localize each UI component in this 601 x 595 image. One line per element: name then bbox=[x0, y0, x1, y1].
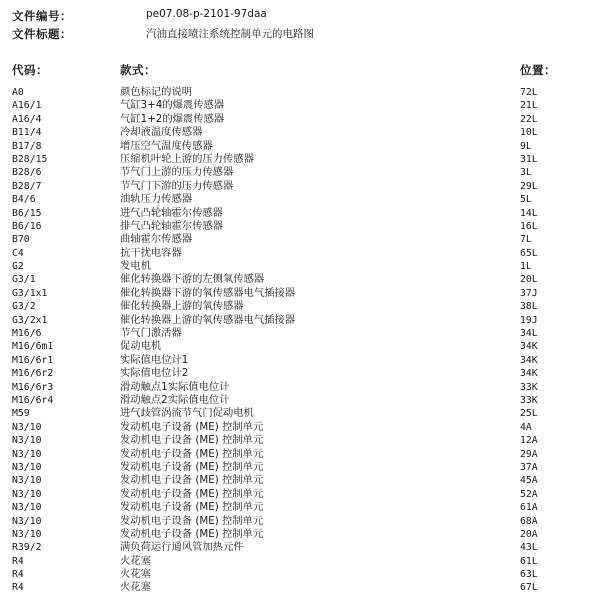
row-location: 21L bbox=[520, 100, 538, 112]
row-location: 33K bbox=[520, 381, 538, 393]
row-description: 发动机电子设备 (ME) 控制单元 bbox=[120, 501, 264, 514]
doc-title-row bbox=[12, 26, 592, 40]
row-code: N3/10 bbox=[12, 515, 42, 527]
row-description: 节气门下游的压力传感器 bbox=[120, 179, 234, 192]
row-description: 曲轴霍尔传感器 bbox=[120, 233, 193, 246]
table-row bbox=[0, 207, 601, 220]
row-description: 发动机电子设备 (ME) 控制单元 bbox=[120, 447, 264, 460]
row-location: 68A bbox=[520, 515, 538, 527]
row-location: 22L bbox=[520, 113, 538, 125]
row-description: 排气凸轮轴霍尔传感器 bbox=[120, 219, 223, 232]
row-location: 1L bbox=[520, 261, 532, 273]
row-code: A16/1 bbox=[12, 100, 42, 112]
table-row bbox=[0, 581, 601, 594]
table-row bbox=[0, 515, 601, 528]
row-code: R4 bbox=[12, 569, 24, 581]
row-location: 20L bbox=[520, 274, 538, 286]
row-location: 5L bbox=[520, 194, 532, 206]
row-location: 38L bbox=[520, 301, 538, 313]
row-location: 16L bbox=[520, 220, 538, 232]
table-row bbox=[0, 233, 601, 246]
row-code: M16/6 bbox=[12, 328, 42, 340]
row-location: 31L bbox=[520, 153, 538, 165]
table-row bbox=[0, 180, 601, 193]
table-row bbox=[0, 314, 601, 327]
table-row bbox=[0, 488, 601, 501]
doc-number-row bbox=[12, 8, 592, 22]
row-description: 发动机电子设备 (ME) 控制单元 bbox=[120, 474, 264, 487]
column-header-desc: 款式： bbox=[120, 63, 156, 77]
row-description: 气缸3+4的爆震传感器 bbox=[120, 99, 225, 112]
row-description: 满负荷运行通风管加热元件 bbox=[120, 541, 244, 554]
row-description: 进气歧管涡流节气门促动电机 bbox=[120, 407, 254, 420]
row-description: 油轨压力传感器 bbox=[120, 193, 193, 206]
row-code: B17/8 bbox=[12, 140, 42, 152]
row-code: B28/6 bbox=[12, 167, 42, 179]
row-code: G2 bbox=[12, 261, 24, 273]
column-header-code: 代码： bbox=[12, 63, 48, 77]
row-code: M16/6r2 bbox=[12, 368, 54, 380]
row-code: M16/6m1 bbox=[12, 341, 54, 353]
row-description: 发电机 bbox=[120, 260, 151, 273]
table-row bbox=[0, 260, 601, 273]
table-row bbox=[0, 153, 601, 166]
row-description: 实际值电位计1 bbox=[120, 353, 189, 366]
row-description: 冷却液温度传感器 bbox=[120, 126, 203, 139]
row-description: 滑动触点1实际值电位计 bbox=[120, 380, 230, 393]
row-location: 34K bbox=[520, 368, 538, 380]
row-description: 发动机电子设备 (ME) 控制单元 bbox=[120, 420, 264, 433]
row-location: 20A bbox=[520, 528, 538, 540]
doc-title-label: 文件标题： bbox=[12, 27, 72, 41]
row-code: B28/7 bbox=[12, 180, 42, 192]
row-location: 61A bbox=[520, 502, 538, 514]
table-row bbox=[0, 340, 601, 353]
row-location: 9L bbox=[520, 140, 532, 152]
row-description: 促动电机 bbox=[120, 340, 162, 353]
row-description: 火花塞 bbox=[120, 554, 151, 567]
row-description: 增压空气温度传感器 bbox=[120, 139, 213, 152]
row-description: 气缸1+2的爆震传感器 bbox=[120, 112, 225, 125]
row-description: 发动机电子设备 (ME) 控制单元 bbox=[120, 514, 264, 527]
table-row bbox=[0, 421, 601, 434]
row-location: 45A bbox=[520, 475, 538, 487]
row-location: 37A bbox=[520, 461, 538, 473]
table-row bbox=[0, 220, 601, 233]
row-description: 节气门上游的压力传感器 bbox=[120, 166, 234, 179]
row-description: 发动机电子设备 (ME) 控制单元 bbox=[120, 460, 264, 473]
row-description: 压缩机叶轮上游的压力传感器 bbox=[120, 152, 254, 165]
row-location: 29A bbox=[520, 448, 538, 460]
row-description: 发动机电子设备 (ME) 控制单元 bbox=[120, 487, 264, 500]
table-row bbox=[0, 461, 601, 474]
row-description: 催化转换器下游的氧传感器电气插接器 bbox=[120, 286, 296, 299]
row-code: A0 bbox=[12, 87, 24, 98]
row-location: 34L bbox=[520, 328, 538, 340]
table-row bbox=[0, 501, 601, 514]
row-location: 61L bbox=[520, 555, 538, 567]
table-row bbox=[0, 287, 601, 300]
table-row bbox=[0, 327, 601, 340]
table-row bbox=[0, 99, 601, 112]
row-code: G3/1x1 bbox=[12, 287, 48, 299]
table-row bbox=[0, 381, 601, 394]
row-location: 43L bbox=[520, 542, 538, 554]
row-code: M16/6r4 bbox=[12, 394, 54, 406]
row-code: N3/10 bbox=[12, 488, 42, 500]
row-description: 火花塞 bbox=[120, 581, 151, 594]
row-location: 34K bbox=[520, 354, 538, 366]
row-location: 25L bbox=[520, 408, 538, 420]
row-code: N3/10 bbox=[12, 461, 42, 473]
row-description: 发动机电子设备 (ME) 控制单元 bbox=[120, 527, 264, 540]
row-code: N3/10 bbox=[12, 421, 42, 433]
row-code: G3/1 bbox=[12, 274, 36, 286]
row-location: 14L bbox=[520, 207, 538, 219]
table-row bbox=[0, 474, 601, 487]
table-row bbox=[0, 448, 601, 461]
row-location: 33K bbox=[520, 394, 538, 406]
component-list bbox=[0, 86, 601, 595]
row-location: 72L bbox=[520, 87, 538, 98]
doc-number-value: pe07.08-p-2101-97daa bbox=[146, 8, 267, 20]
table-row bbox=[0, 113, 601, 126]
row-location: 3L bbox=[520, 167, 532, 179]
table-row bbox=[0, 140, 601, 153]
row-description: 节气门激活器 bbox=[120, 327, 182, 340]
row-code: R4 bbox=[12, 582, 24, 594]
row-location: 4A bbox=[520, 421, 532, 433]
row-code: N3/10 bbox=[12, 528, 42, 540]
row-code: B28/15 bbox=[12, 153, 48, 165]
row-location: 65L bbox=[520, 247, 538, 259]
row-description: 发动机电子设备 (ME) 控制单元 bbox=[120, 434, 264, 447]
row-location: 10L bbox=[520, 127, 538, 139]
row-description: 滑动触点2实际值电位计 bbox=[120, 393, 230, 406]
row-code: R4 bbox=[12, 555, 24, 567]
row-description: 催化转换器下游的左侧氧传感器 bbox=[120, 273, 265, 286]
row-code: M59 bbox=[12, 408, 30, 420]
row-location: 12A bbox=[520, 435, 538, 447]
table-row bbox=[0, 126, 601, 139]
table-row bbox=[0, 528, 601, 541]
doc-title-value: 汽油直接喷注系统控制单元的电路图 bbox=[146, 28, 314, 40]
table-row bbox=[0, 247, 601, 260]
row-code: M16/6r1 bbox=[12, 354, 54, 366]
row-location: 7L bbox=[520, 234, 532, 246]
doc-number-label: 文件编号： bbox=[12, 9, 72, 23]
row-code: C4 bbox=[12, 247, 24, 259]
row-location: 63L bbox=[520, 569, 538, 581]
table-row bbox=[0, 193, 601, 206]
row-code: M16/6r3 bbox=[12, 381, 54, 393]
table-row bbox=[0, 300, 601, 313]
row-code: N3/10 bbox=[12, 502, 42, 514]
table-row bbox=[0, 394, 601, 407]
row-location: 67L bbox=[520, 582, 538, 594]
row-location: 19J bbox=[520, 314, 538, 326]
table-row bbox=[0, 354, 601, 367]
table-row bbox=[0, 166, 601, 179]
row-code: B6/15 bbox=[12, 207, 42, 219]
table-row bbox=[0, 541, 601, 554]
row-code: N3/10 bbox=[12, 435, 42, 447]
table-row bbox=[0, 555, 601, 568]
row-location: 29L bbox=[520, 180, 538, 192]
row-description: 火花塞 bbox=[120, 568, 151, 581]
row-code: B4/6 bbox=[12, 194, 36, 206]
table-row bbox=[0, 86, 601, 99]
row-code: B6/16 bbox=[12, 220, 42, 232]
column-header-location: 位置： bbox=[520, 63, 556, 77]
row-code: N3/10 bbox=[12, 475, 42, 487]
row-code: B70 bbox=[12, 234, 30, 246]
row-location: 34K bbox=[520, 341, 538, 353]
table-row bbox=[0, 367, 601, 380]
row-location: 52A bbox=[520, 488, 538, 500]
row-description: 实际值电位计2 bbox=[120, 367, 189, 380]
table-row bbox=[0, 434, 601, 447]
row-description: 抗干扰电容器 bbox=[120, 246, 182, 259]
row-code: G3/2x1 bbox=[12, 314, 48, 326]
table-row bbox=[0, 273, 601, 286]
row-description: 催化转换器上游的氧传感器 bbox=[120, 300, 244, 313]
row-code: G3/2 bbox=[12, 301, 36, 313]
row-description: 颜色标记的说明 bbox=[120, 86, 193, 98]
row-code: R39/2 bbox=[12, 542, 42, 554]
table-row bbox=[0, 568, 601, 581]
row-description: 进气凸轮轴霍尔传感器 bbox=[120, 206, 223, 219]
row-code: N3/10 bbox=[12, 448, 42, 460]
row-description: 催化转换器上游的氧传感器电气插接器 bbox=[120, 313, 296, 326]
table-row bbox=[0, 407, 601, 420]
row-location: 37J bbox=[520, 287, 538, 299]
row-code: B11/4 bbox=[12, 127, 42, 139]
row-code: A16/4 bbox=[12, 113, 42, 125]
